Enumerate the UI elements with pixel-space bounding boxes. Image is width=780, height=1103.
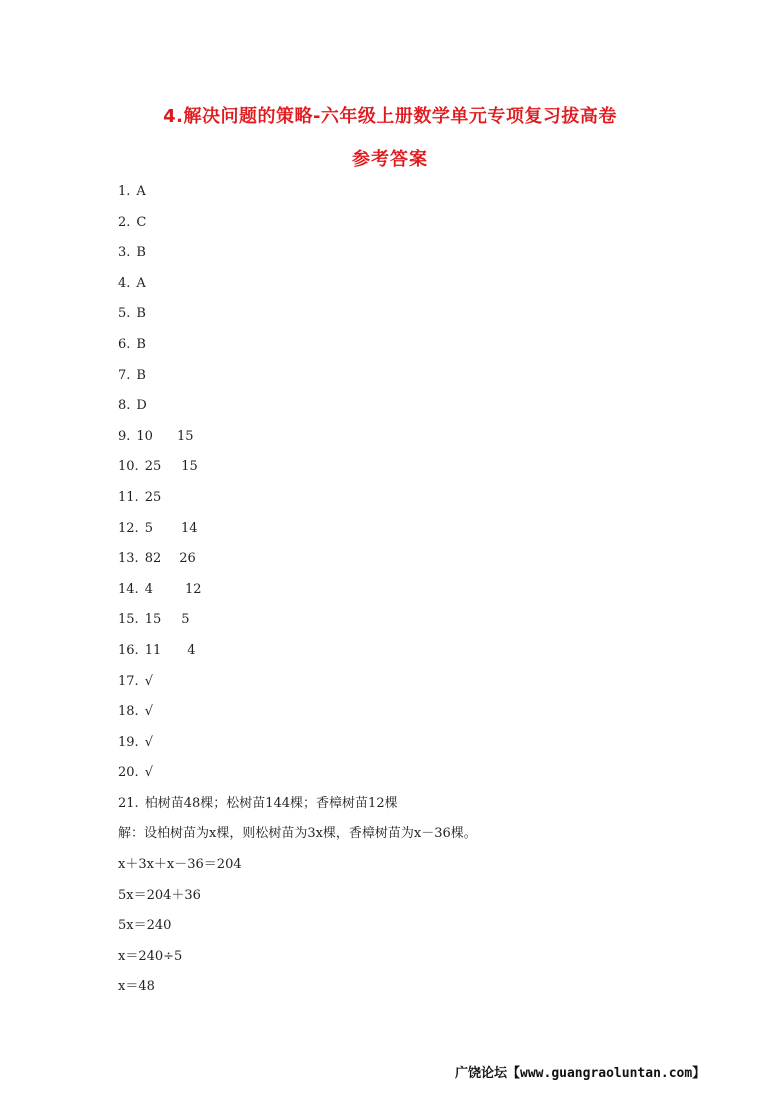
answer-value: 15	[144, 612, 162, 628]
answer-number: 1.	[118, 184, 131, 199]
answer-item	[118, 610, 477, 641]
answer-number: 20.	[118, 765, 139, 781]
answer-item	[118, 733, 477, 764]
solution-intro: 解：设柏树苗为x棵，则松树苗为3x棵，香樟树苗为x－36棵。	[118, 826, 477, 842]
answer-number: 3.	[118, 245, 131, 261]
footer-link[interactable]: 【www.guangraoluntan.com】	[507, 1066, 706, 1081]
answer-value-second: 5	[181, 612, 190, 628]
answer-value: B	[136, 367, 146, 383]
answer-item	[118, 519, 477, 550]
answer-value: √	[144, 765, 153, 781]
answer-item	[118, 488, 477, 519]
answer-number: 19.	[118, 734, 139, 750]
answer-value: 25	[144, 489, 162, 505]
answer-value-second: 15	[181, 459, 198, 475]
answer-number: 14.	[118, 581, 139, 597]
answer-value: 柏树苗48棵；松树苗144棵；香樟树苗12棵	[144, 795, 398, 811]
answer-item	[118, 794, 477, 825]
answer-number: 6.	[118, 336, 131, 352]
answer-item	[118, 274, 477, 305]
answer-value: √	[144, 673, 153, 689]
answer-number: 7.	[118, 367, 131, 383]
answer-number: 17.	[118, 673, 139, 689]
answer-item	[118, 702, 477, 733]
answer-value: 25	[144, 459, 162, 475]
answer-number: 10.	[118, 459, 139, 475]
answer-number: 5.	[118, 306, 131, 322]
answer-value: A	[136, 275, 146, 291]
answer-item	[118, 243, 477, 274]
answer-item	[118, 213, 477, 244]
answer-value: 11	[144, 642, 162, 658]
answer-value: B	[136, 245, 146, 261]
answer-value-second: 4	[187, 642, 196, 658]
document-subtitle: 参考答案	[352, 149, 428, 170]
answer-number: 2.	[118, 214, 131, 230]
answer-list	[118, 182, 477, 1008]
answer-item	[118, 641, 477, 672]
answer-item	[118, 580, 477, 611]
answer-item	[118, 366, 477, 397]
answer-value: B	[136, 336, 146, 352]
solution-step: x＝240÷5	[118, 948, 183, 964]
document-title: 4.解决问题的策略-六年级上册数学单元专项复习拔高卷	[163, 106, 617, 127]
answer-value-second: 14	[180, 520, 198, 536]
answer-value: 5	[144, 520, 153, 536]
answer-value-second: 15	[176, 428, 194, 444]
answer-number: 18.	[118, 704, 139, 720]
answer-number: 13.	[118, 551, 139, 567]
answer-number: 15.	[118, 612, 139, 628]
answer-value: B	[136, 306, 146, 322]
answer-number: 9.	[118, 428, 131, 444]
answer-number: 8.	[118, 398, 131, 414]
answer-number: 4.	[118, 275, 131, 291]
solution-step: x＝48	[118, 979, 155, 995]
answer-value: D	[136, 398, 147, 414]
answer-item	[118, 304, 477, 335]
answer-item	[118, 396, 477, 427]
answer-item	[118, 457, 477, 488]
answer-value: 82	[144, 551, 162, 567]
answer-value: 10	[136, 428, 153, 444]
answer-value-second: 26	[179, 551, 196, 567]
answer-item	[118, 427, 477, 458]
answer-number: 11.	[118, 489, 139, 505]
footer	[455, 1062, 705, 1081]
answer-item	[118, 335, 477, 366]
solution-step: 5x＝240	[118, 918, 172, 934]
answer-value: √	[144, 734, 153, 750]
answer-number: 21.	[118, 795, 139, 811]
answer-item	[118, 763, 477, 794]
answer-value: C	[136, 214, 147, 230]
footer-brand: 广饶论坛	[455, 1066, 508, 1081]
answer-value: 4	[144, 581, 153, 597]
answer-item	[118, 549, 477, 580]
answer-item	[118, 182, 477, 213]
answer-item	[118, 672, 477, 703]
answer-number: 12.	[118, 520, 139, 536]
answer-number: 16.	[118, 642, 139, 658]
solution-step: 5x＝204＋36	[118, 887, 201, 903]
answer-value: √	[144, 704, 153, 720]
answer-value-second: 12	[184, 581, 202, 597]
answer-value: A	[136, 184, 146, 199]
solution-step: x＋3x＋x－36＝204	[118, 857, 242, 873]
